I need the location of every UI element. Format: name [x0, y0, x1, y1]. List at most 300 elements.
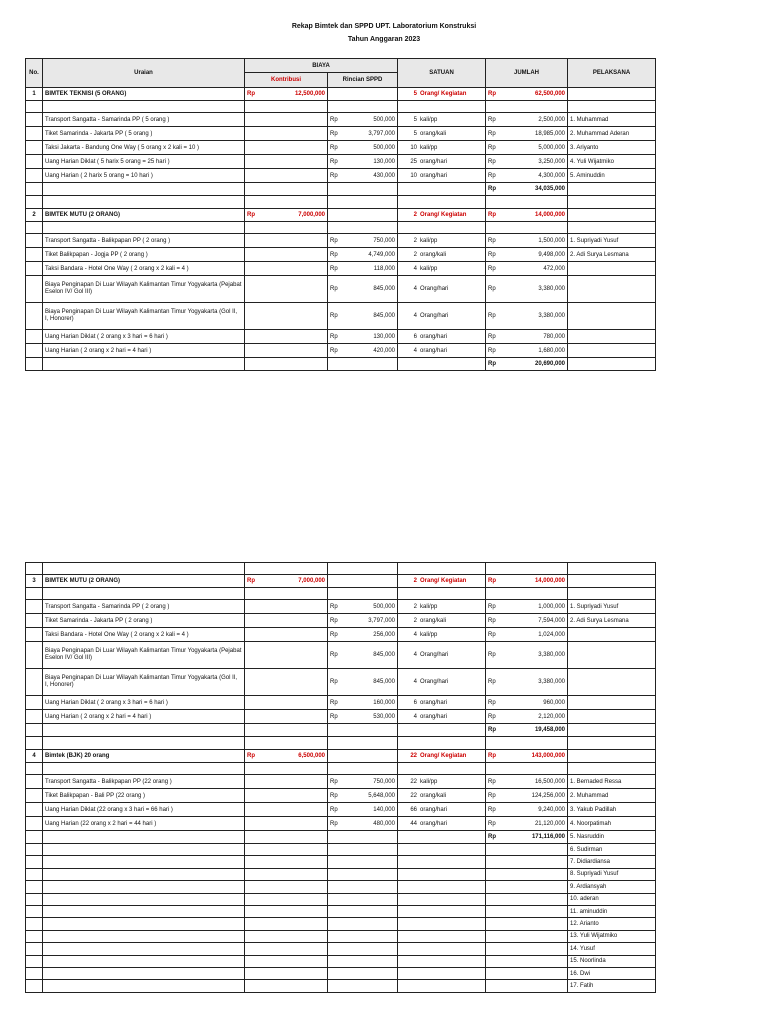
empty-cell [398, 358, 486, 371]
pelaksana-cell: 2. Muhammad [568, 789, 656, 803]
empty-cell [26, 831, 43, 844]
empty-cell [398, 101, 486, 113]
satuan-cell [398, 642, 486, 669]
satuan-cell [398, 88, 486, 101]
empty-cell [398, 967, 486, 979]
empty-cell [43, 183, 245, 196]
table-row [26, 303, 656, 330]
jumlah-cell [486, 141, 568, 155]
empty-cell [328, 101, 398, 113]
empty-cell [328, 222, 398, 234]
satuan-qty: 2 [413, 578, 417, 584]
currency-label: Rp [488, 333, 496, 340]
empty-cell [26, 930, 43, 942]
satuan-unit: orang/hari [420, 806, 448, 813]
table-row [26, 183, 656, 196]
pelaksana-cell: 5. Nasruddin [568, 831, 656, 844]
empty-cell [568, 209, 656, 222]
currency-label: Rp [488, 186, 497, 192]
item-description: Taksi Bandara - Hotel One Way ( 2 orang x 2 kali = 4 ) [43, 262, 245, 276]
pelaksana-cell: 2. Adi Surya Lesmana [568, 614, 656, 628]
currency-label: Rp [330, 679, 338, 685]
amount-value: 420,000 [373, 347, 396, 354]
amount-value: 472,000 [543, 265, 566, 272]
pelaksana-cell [568, 628, 656, 642]
amount-value: 7,000,000 [298, 212, 325, 218]
total-cell [486, 183, 568, 196]
amount-value: 7,000,000 [298, 578, 325, 584]
pelaksana-cell: 1. Supriyadi Yusuf [568, 600, 656, 614]
satuan-qty: 22 [410, 792, 417, 799]
rincian-cell [328, 262, 398, 276]
amount-value: 430,000 [373, 172, 396, 179]
amount-value: 6,500,000 [298, 753, 325, 759]
empty-cell [26, 844, 43, 856]
empty-cell [26, 276, 43, 303]
jumlah-cell [486, 710, 568, 724]
empty-cell [398, 588, 486, 600]
total-cell [486, 358, 568, 371]
empty-cell [43, 724, 245, 737]
empty-cell [26, 737, 43, 750]
rincian-cell [328, 669, 398, 696]
jumlah-cell [486, 642, 568, 669]
satuan-qty: 6 [413, 699, 417, 706]
jumlah-cell [486, 696, 568, 710]
empty-cell [26, 262, 43, 276]
jumlah-cell [486, 614, 568, 628]
currency-label: Rp [330, 806, 338, 813]
amount-value: 9,498,000 [538, 251, 566, 258]
pelaksana-cell: 16. Dwi [568, 967, 656, 979]
satuan-qty: 22 [410, 753, 417, 759]
section-title: BIMTEK TEKNISI (5 ORANG) [43, 88, 245, 101]
empty-cell [486, 868, 568, 880]
empty-cell [26, 358, 43, 371]
satuan-unit: orang/hari [420, 820, 448, 827]
empty-cell [26, 724, 43, 737]
empty-cell [26, 710, 43, 724]
rincian-cell [328, 248, 398, 262]
jumlah-cell [486, 234, 568, 248]
empty-cell [43, 196, 245, 209]
empty-cell [486, 763, 568, 775]
pelaksana-cell: 8. Supriyadi Yusuf [568, 868, 656, 880]
pelaksana-cell [568, 330, 656, 344]
table-row [26, 196, 656, 209]
currency-label: Rp [330, 313, 338, 319]
empty-cell [43, 563, 245, 575]
amount-value: 1,024,000 [538, 631, 565, 638]
empty-cell [398, 980, 486, 992]
satuan-cell [398, 248, 486, 262]
empty-cell [568, 222, 656, 234]
empty-cell [26, 344, 43, 358]
empty-cell [245, 358, 328, 371]
empty-cell [486, 955, 568, 967]
currency-label: Rp [488, 778, 496, 785]
currency-label: Rp [330, 333, 338, 340]
currency-label: Rp [330, 251, 338, 258]
empty-cell [398, 856, 486, 868]
empty-cell [328, 844, 398, 856]
amount-value: 3,380,000 [538, 652, 565, 658]
satuan-unit: kali/pp [420, 265, 438, 272]
satuan-cell [398, 234, 486, 248]
table-row [26, 803, 656, 817]
table-row [26, 930, 656, 942]
empty-cell [328, 930, 398, 942]
satuan-unit: orang/hari [420, 158, 448, 165]
empty-cell [245, 789, 328, 803]
table-row [26, 222, 656, 234]
empty-cell [398, 831, 486, 844]
amount-value: 16,500,000 [534, 778, 565, 785]
satuan-qty: 4 [413, 652, 417, 658]
item-description: Tiket Samarinda - Jakarta PP ( 5 orang ) [43, 127, 245, 141]
empty-cell [245, 600, 328, 614]
table-row [26, 113, 656, 127]
empty-cell [43, 967, 245, 979]
table-row [26, 588, 656, 600]
empty-cell [245, 980, 328, 992]
amount-value: 256,000 [373, 631, 395, 638]
table-row [26, 563, 656, 575]
empty-cell [245, 803, 328, 817]
empty-cell [43, 930, 245, 942]
empty-cell [328, 868, 398, 880]
satuan-cell [398, 750, 486, 763]
table-row [26, 763, 656, 775]
rincian-cell [328, 113, 398, 127]
item-description: Uang Harian Diklat ( 2 orang x 3 hari = 6 hari ) [43, 330, 245, 344]
empty-cell [26, 248, 43, 262]
table-row [26, 881, 656, 893]
jumlah-cell [486, 330, 568, 344]
currency-label: Rp [488, 603, 496, 610]
amount-value: 4,749,000 [368, 251, 396, 258]
satuan-cell [398, 141, 486, 155]
currency-label: Rp [330, 713, 338, 720]
empty-cell [486, 844, 568, 856]
empty-cell [568, 196, 656, 209]
jumlah-cell [486, 262, 568, 276]
empty-cell [26, 856, 43, 868]
satuan-cell [398, 789, 486, 803]
total-cell [486, 831, 568, 844]
empty-cell [26, 196, 43, 209]
satuan-qty: 5 [413, 130, 418, 137]
jumlah-cell [486, 248, 568, 262]
col-header-biaya: BIAYA [245, 59, 398, 73]
empty-cell [26, 222, 43, 234]
currency-label: Rp [247, 578, 255, 584]
pelaksana-cell: 1. Supriyadi Yusuf [568, 234, 656, 248]
empty-cell [43, 955, 245, 967]
empty-cell [486, 930, 568, 942]
satuan-qty: 2 [413, 617, 417, 624]
pelaksana-cell: 4. Yuli Wijatmiko [568, 155, 656, 169]
satuan-unit: Orang/hari [420, 652, 449, 658]
table-row [26, 614, 656, 628]
section-number: 1 [26, 88, 43, 101]
satuan-qty: 5 [413, 116, 418, 123]
satuan-qty: 2 [413, 237, 418, 244]
section-number: 3 [26, 575, 43, 588]
satuan-qty: 4 [413, 679, 417, 685]
empty-cell [568, 724, 656, 737]
col-header-satuan: SATUAN [398, 59, 486, 88]
pelaksana-cell: 7. Didiardiansa [568, 856, 656, 868]
table-row [26, 209, 656, 222]
table-row [26, 642, 656, 669]
empty-cell [245, 881, 328, 893]
empty-cell [26, 127, 43, 141]
empty-cell [486, 196, 568, 209]
empty-cell [245, 724, 328, 737]
empty-cell [245, 155, 328, 169]
col-header-kontribusi: Kontribusi [245, 73, 328, 88]
jumlah-cell [486, 789, 568, 803]
currency-label: Rp [330, 820, 338, 827]
empty-cell [568, 101, 656, 113]
table-row [26, 710, 656, 724]
satuan-qty: 4 [413, 265, 418, 272]
currency-label: Rp [488, 834, 496, 840]
empty-cell [245, 276, 328, 303]
item-description: Taksi Bandara - Hotel One Way ( 2 orang x 2 kali = 4 ) [43, 628, 245, 642]
amount-value: 19,458,000 [534, 727, 565, 733]
satuan-unit: orang/hari [420, 333, 448, 340]
pelaksana-cell: 11. aminuddin [568, 905, 656, 917]
empty-cell [245, 918, 328, 930]
currency-label: Rp [330, 237, 338, 244]
empty-cell [245, 775, 328, 789]
empty-cell [245, 234, 328, 248]
currency-label: Rp [330, 792, 338, 799]
empty-cell [568, 763, 656, 775]
currency-label: Rp [488, 578, 496, 584]
empty-cell [43, 868, 245, 880]
currency-label: Rp [330, 144, 338, 151]
empty-cell [245, 967, 328, 979]
pelaksana-cell: 17. Fatih [568, 980, 656, 992]
table-row [26, 141, 656, 155]
currency-label: Rp [488, 313, 496, 319]
empty-cell [328, 893, 398, 905]
amount-value: 845,000 [373, 313, 396, 319]
pelaksana-cell [568, 276, 656, 303]
amount-value: 3,250,000 [538, 158, 566, 165]
empty-cell [245, 101, 328, 113]
table-row [26, 831, 656, 844]
empty-cell [398, 918, 486, 930]
empty-cell [26, 918, 43, 930]
empty-cell [43, 222, 245, 234]
jumlah-cell [486, 669, 568, 696]
kontribusi-cell [245, 750, 328, 763]
currency-label: Rp [330, 603, 338, 610]
kontribusi-cell [245, 575, 328, 588]
rincian-cell [328, 628, 398, 642]
total-cell [486, 724, 568, 737]
amount-value: 130,000 [373, 333, 396, 340]
empty-cell [26, 893, 43, 905]
table-row [26, 628, 656, 642]
jumlah-cell [486, 628, 568, 642]
satuan-unit: Orang/hari [420, 313, 449, 319]
empty-cell [328, 881, 398, 893]
amount-value: 750,000 [373, 778, 395, 785]
satuan-unit: orang/hari [420, 347, 448, 354]
empty-cell [26, 789, 43, 803]
rincian-cell [328, 276, 398, 303]
amount-value: 480,000 [373, 820, 395, 827]
empty-cell [486, 222, 568, 234]
empty-cell [398, 222, 486, 234]
empty-cell [328, 905, 398, 917]
amount-value: 18,985,000 [534, 130, 566, 137]
table-row [26, 88, 656, 101]
rincian-cell [328, 775, 398, 789]
satuan-cell [398, 710, 486, 724]
jumlah-cell [486, 817, 568, 831]
rincian-cell [328, 803, 398, 817]
item-description: Taksi Jakarta - Bandung One Way ( 5 orang x 2 kali = 10 ) [43, 141, 245, 155]
satuan-unit: Orang/hari [420, 679, 449, 685]
empty-cell [398, 196, 486, 209]
pelaksana-cell: 14. Yusuf [568, 943, 656, 955]
section-title: BIMTEK MUTU (2 ORANG) [43, 209, 245, 222]
recap-table-bottom [25, 562, 656, 993]
empty-cell [398, 930, 486, 942]
empty-cell [486, 943, 568, 955]
empty-cell [26, 955, 43, 967]
empty-cell [245, 303, 328, 330]
empty-cell [398, 893, 486, 905]
empty-cell [398, 563, 486, 575]
amount-value: 21,120,000 [534, 820, 565, 827]
empty-cell [245, 222, 328, 234]
empty-cell [26, 696, 43, 710]
amount-value: 3,380,000 [538, 679, 565, 685]
pelaksana-cell: 3. Ariyanto [568, 141, 656, 155]
currency-label: Rp [488, 130, 496, 137]
table-row [26, 967, 656, 979]
jumlah-cell [486, 575, 568, 588]
amount-value: 12,500,000 [294, 91, 325, 97]
rincian-cell [328, 344, 398, 358]
amount-value: 2,500,000 [538, 116, 566, 123]
pelaksana-cell [568, 696, 656, 710]
rincian-cell [328, 127, 398, 141]
currency-label: Rp [488, 820, 496, 827]
empty-cell [245, 893, 328, 905]
empty-cell [26, 669, 43, 696]
rincian-cell [328, 303, 398, 330]
empty-cell [568, 588, 656, 600]
empty-cell [328, 575, 398, 588]
empty-cell [245, 868, 328, 880]
satuan-unit: orang/kali [420, 251, 447, 258]
satuan-qty: 22 [410, 778, 417, 785]
empty-cell [328, 750, 398, 763]
currency-label: Rp [488, 631, 496, 638]
empty-cell [245, 113, 328, 127]
amount-value: 140,000 [373, 806, 395, 813]
empty-cell [245, 642, 328, 669]
currency-label: Rp [488, 699, 496, 706]
empty-cell [245, 628, 328, 642]
pelaksana-cell: 13. Yuli Wijatmiko [568, 930, 656, 942]
empty-cell [26, 141, 43, 155]
table-row [26, 248, 656, 262]
satuan-qty: 4 [413, 631, 417, 638]
empty-cell [328, 831, 398, 844]
currency-label: Rp [330, 617, 338, 624]
table-row [26, 943, 656, 955]
empty-cell [245, 943, 328, 955]
amount-value: 118,000 [373, 265, 396, 272]
amount-value: 9,240,000 [538, 806, 565, 813]
empty-cell [328, 737, 398, 750]
currency-label: Rp [330, 172, 338, 179]
pelaksana-cell: 6. Sudirman [568, 844, 656, 856]
empty-cell [328, 856, 398, 868]
amount-value: 845,000 [373, 652, 395, 658]
item-description: Biaya Penginapan Di Luar Wilayah Kalimantan Timur Yogyakarta (Gol II, I, Honorer) [43, 669, 245, 696]
satuan-unit: kali/pp [420, 631, 438, 638]
amount-value: 750,000 [373, 237, 396, 244]
item-description: Transport Sangatta - Balikpapan PP (22 orang ) [43, 775, 245, 789]
rincian-cell [328, 234, 398, 248]
rincian-cell [328, 642, 398, 669]
empty-cell [486, 980, 568, 992]
jumlah-cell [486, 344, 568, 358]
amount-value: 3,380,000 [538, 313, 566, 319]
satuan-cell [398, 113, 486, 127]
currency-label: Rp [488, 172, 496, 179]
empty-cell [26, 101, 43, 113]
pelaksana-cell: 15. Noorlinda [568, 955, 656, 967]
empty-cell [43, 831, 245, 844]
rincian-cell [328, 141, 398, 155]
amount-value: 171,116,000 [531, 834, 565, 840]
section-number: 2 [26, 209, 43, 222]
empty-cell [328, 563, 398, 575]
currency-label: Rp [488, 265, 496, 272]
currency-label: Rp [488, 144, 496, 151]
empty-cell [568, 737, 656, 750]
empty-cell [43, 101, 245, 113]
jumlah-cell [486, 88, 568, 101]
satuan-unit: kali/pp [420, 116, 438, 123]
empty-cell [245, 930, 328, 942]
satuan-cell [398, 209, 486, 222]
empty-cell [328, 358, 398, 371]
amount-value: 143,000,000 [531, 753, 565, 759]
pelaksana-cell: 2. Adi Surya Lesmana [568, 248, 656, 262]
empty-cell [43, 905, 245, 917]
empty-cell [486, 918, 568, 930]
currency-label: Rp [488, 212, 497, 218]
amount-value: 160,000 [373, 699, 395, 706]
section-title: BIMTEK MUTU (2 ORANG) [43, 575, 245, 588]
empty-cell [486, 737, 568, 750]
table-row [26, 262, 656, 276]
satuan-qty: 66 [410, 806, 417, 813]
rincian-cell [328, 600, 398, 614]
